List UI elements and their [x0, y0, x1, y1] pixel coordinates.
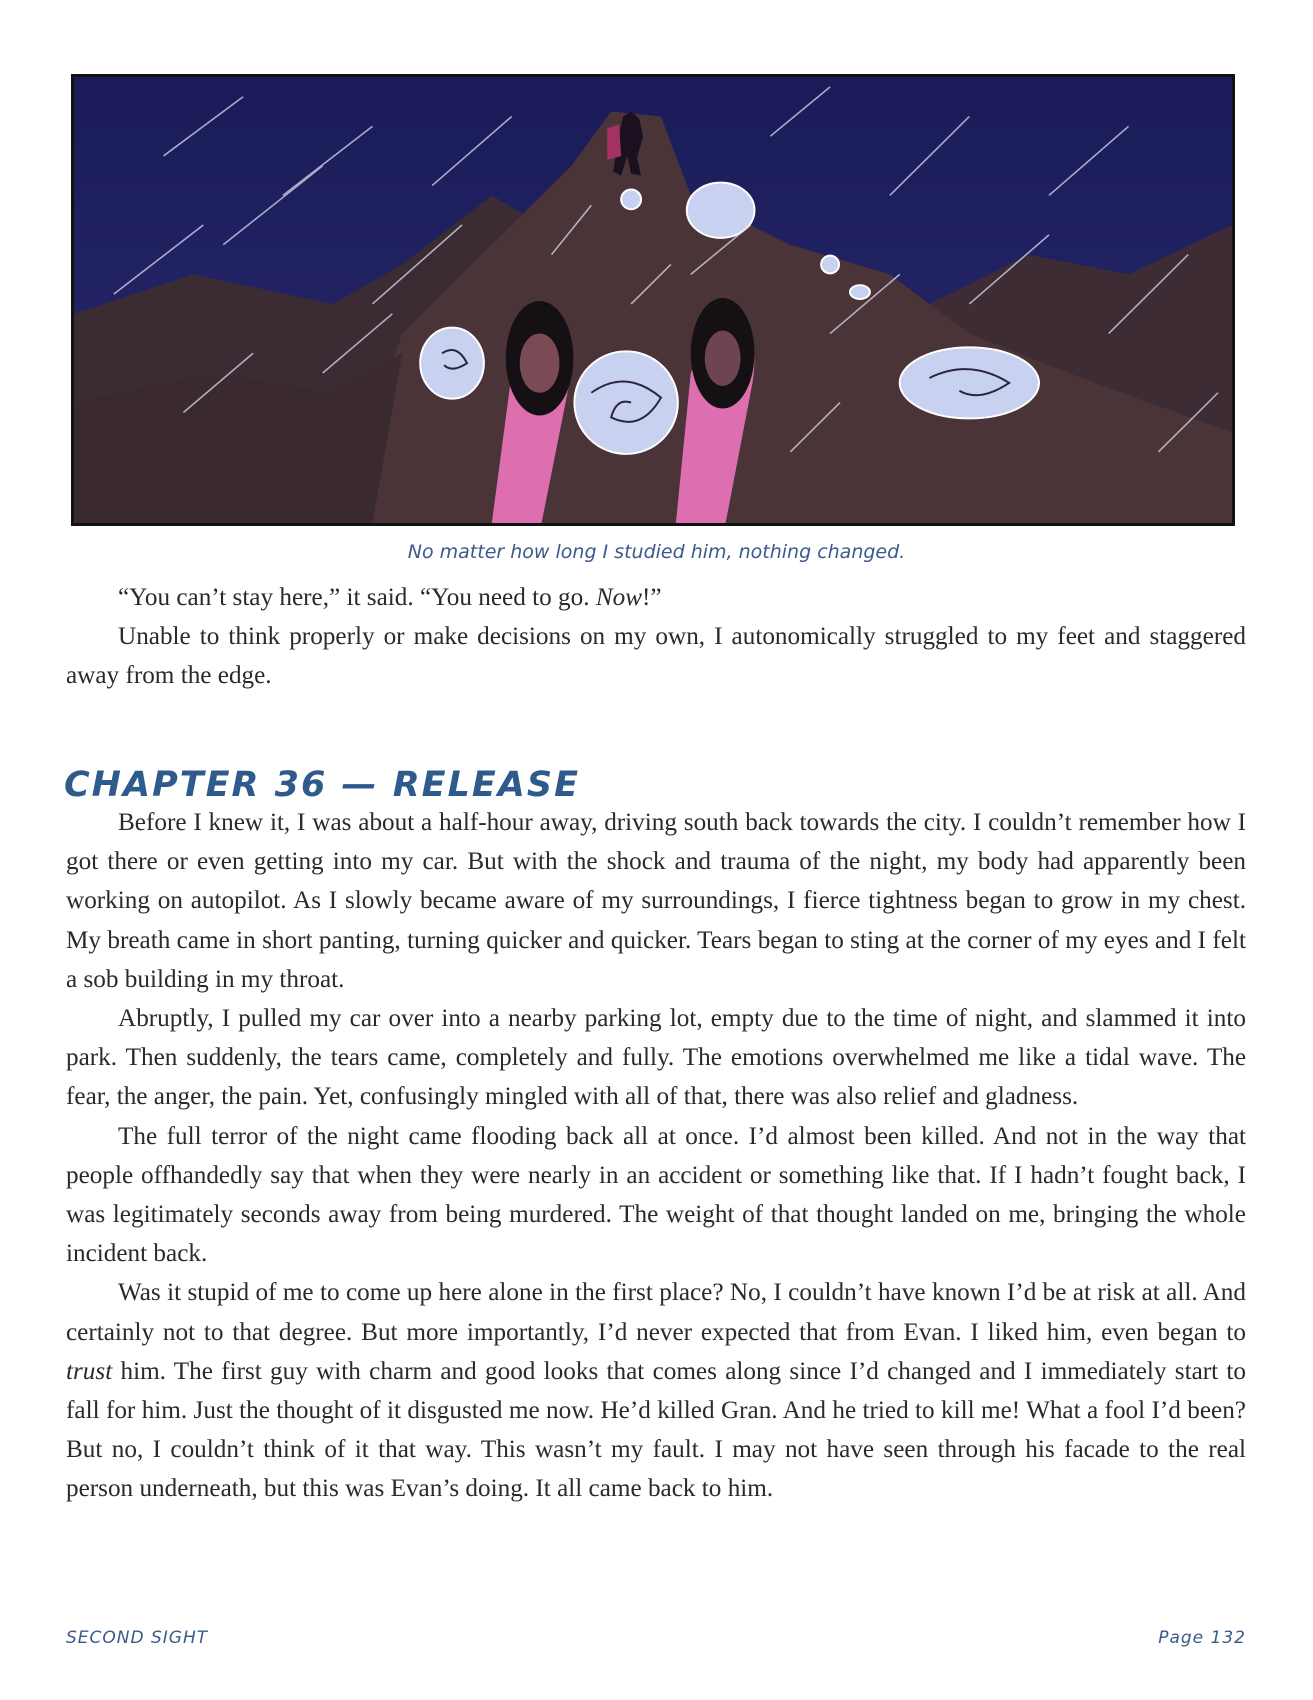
paragraph: Was it stupid of me to come up here alone in the first place? No, I couldn’t have known I’d be at risk at all. And certainly not to that degree. But more importantly, I’d never expected that from Evan. I liked him, even began to trust him. The first guy with charm and good looks that comes along since I’d changed and I immediately start to fall for him. Just the thought of it disgusted me now. He’d killed Gran. And he tried to kill me! What a fool I’d been? But no, I couldn’t think of it that way. This wasn’t my fault. I may not have seen through his facade to the real person underneath, but this was Evan’s doing. It all came back to him.: [66, 1279, 1246, 1503]
paragraph: The full terror of the night came flooding back all at once. I’d almost been killed. And not in the way that people offhandedly say that when they were nearly in an accident or something like that. If I hadn’t fought back, I was legitimately seconds away from being murdered. The weight of that thought landed on me, bringing the whole incident back.: [66, 1122, 1246, 1268]
paragraph: “You can’t stay here,” it said. “You need to go. Now!”: [118, 584, 662, 611]
intro-text: [66, 578, 1246, 696]
chapter-heading: CHAPTER 36 — RELEASE: [64, 765, 580, 805]
rain-cliff-scene: [74, 77, 1232, 523]
paragraph: Abruptly, I pulled my car over into a nearby parking lot, empty due to the time of night, and slammed it into park. Then suddenly, the tears came, completely and fully. The emotions overwhelmed me like a tidal wave. The fear, the anger, the pain. Yet, confusingly mingled with all of that, there was also relief and gladness.: [66, 1005, 1246, 1111]
chapter-illustration: [71, 74, 1235, 526]
chapter-body: [66, 803, 1246, 1509]
paragraph: Unable to think properly or make decisions on my own, I autonomically struggled to my feet and staggered away from the edge.: [66, 623, 1246, 690]
paragraph: Before I knew it, I was about a half-hour away, driving south back towards the city. I couldn’t remember how I got there or even getting into my car. But with the shock and trauma of the night, my body had apparently been working on autopilot. As I slowly became aware of my surroundings, I fierce tightness began to grow in my chest. My breath came in short panting, turning quicker and quicker. Tears began to sting at the corner of my eyes and I felt a sob building in my throat.: [66, 809, 1246, 993]
figure-caption: No matter how long I studied him, nothing changed.: [407, 541, 906, 563]
footer-book-title: SECOND SIGHT: [66, 1628, 209, 1648]
footer-page-number: Page 132: [1158, 1628, 1246, 1648]
